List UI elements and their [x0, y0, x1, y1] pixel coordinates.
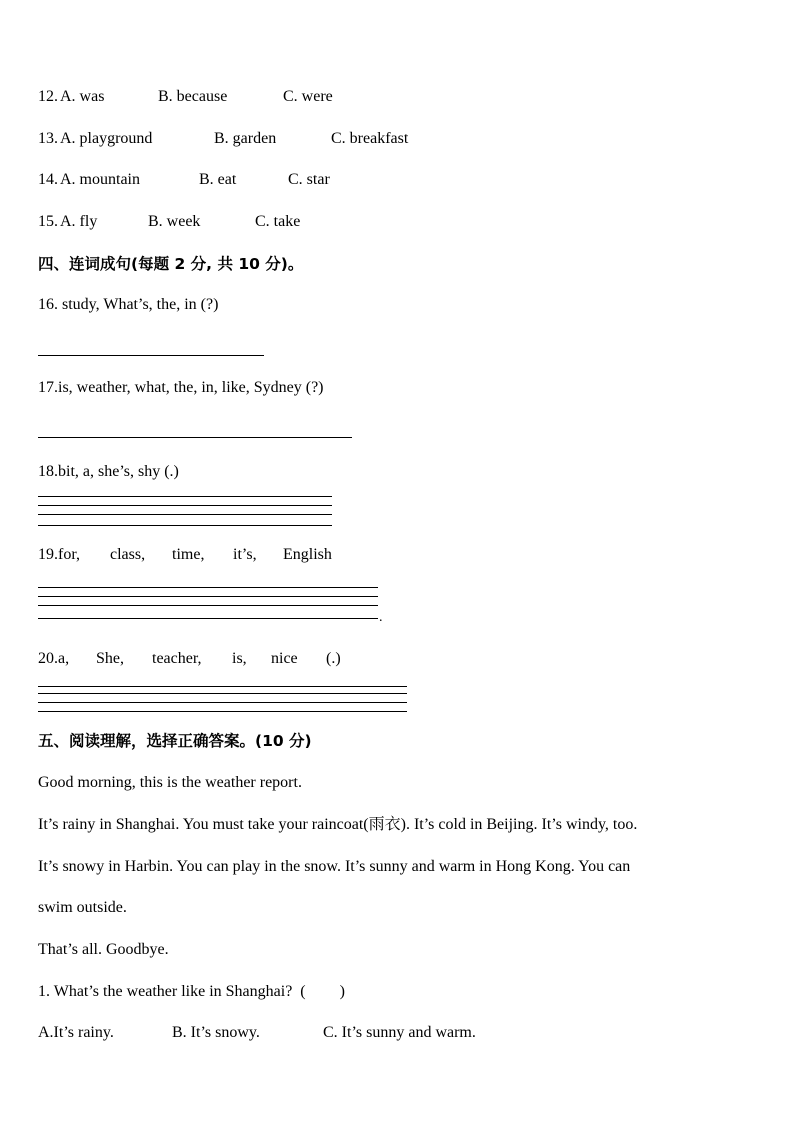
- option-b: B. because: [158, 88, 228, 105]
- answer-line-20b: [38, 693, 407, 694]
- passage-line-2: It’s rainy in Shanghai. You must take your raincoat(雨衣). It’s cold in Beijing. It’s windy, too.: [38, 816, 638, 833]
- word-5: English: [283, 546, 332, 563]
- answer-line-19a: [38, 587, 378, 588]
- answer-paren-close: ): [339, 983, 345, 1000]
- answer-line-20a: [38, 686, 407, 687]
- answer-line-18d: [38, 525, 332, 526]
- option-c: C. It’s sunny and warm.: [323, 1024, 476, 1041]
- option-b: B. week: [148, 213, 201, 230]
- question-16: 16. study, What’s, the, in (?): [38, 296, 219, 313]
- section-5-title: 五、阅读理解，选择正确答案。(10 分): [38, 732, 312, 750]
- answer-line-19d: [38, 618, 378, 619]
- question-20: [38, 649, 368, 669]
- word-3: teacher,: [152, 650, 202, 667]
- passage-line-1: Good morning, this is the weather report.: [38, 774, 302, 791]
- word-1: 19.for,: [38, 546, 81, 563]
- word-4: it’s,: [233, 546, 257, 563]
- answer-line-17: [38, 437, 352, 438]
- item-number: 15.: [38, 213, 58, 230]
- question-17: 17.is, weather, what, the, in, like, Sydney (?): [38, 379, 324, 396]
- option-b: B. garden: [214, 130, 277, 147]
- passage-line-5: That’s all. Goodbye.: [38, 941, 169, 958]
- word-6: (.): [326, 650, 341, 667]
- answer-line-19c: [38, 605, 378, 606]
- question-19: [38, 545, 358, 565]
- word-5: nice: [271, 650, 298, 667]
- item-number: 13.: [38, 130, 58, 147]
- answer-line-18a: [38, 496, 332, 497]
- word-1: 20.a,: [38, 650, 70, 667]
- option-a: A.It’s rainy.: [38, 1024, 114, 1041]
- option-c: C. breakfast: [331, 130, 409, 147]
- item-number: 12.: [38, 88, 58, 105]
- option-a: A. was: [60, 88, 105, 105]
- word-2: class,: [110, 546, 146, 563]
- question-text: 1. What’s the weather like in Shanghai?: [38, 983, 293, 1000]
- item-number: 14.: [38, 171, 58, 188]
- section-4-title: 四、连词成句(每题 2 分, 共 10 分)。: [38, 255, 304, 273]
- option-b: B. eat: [199, 171, 237, 188]
- option-b: B. It’s snowy.: [172, 1024, 260, 1041]
- word-2: She,: [96, 650, 124, 667]
- word-4: is,: [232, 650, 247, 667]
- reading-question-1: [38, 982, 345, 1002]
- option-c: C. take: [255, 213, 301, 230]
- passage-line-4: swim outside.: [38, 899, 127, 916]
- word-3: time,: [172, 546, 205, 563]
- option-a: A. playground: [60, 130, 153, 147]
- option-c: C. star: [288, 171, 330, 188]
- answer-line-20c: [38, 702, 407, 703]
- answer-line-18c: [38, 514, 332, 515]
- option-a: A. fly: [60, 213, 98, 230]
- question-18: 18.bit, a, she’s, shy (.): [38, 463, 179, 480]
- answer-line-16: [38, 355, 264, 356]
- answer-line-20d: [38, 711, 407, 712]
- option-a: A. mountain: [60, 171, 140, 188]
- answer-line-18b: [38, 505, 332, 506]
- passage-line-3: It’s snowy in Harbin. You can play in the snow. It’s sunny and warm in Hong Kong. You can: [38, 858, 631, 875]
- answer-paren-open: (: [300, 983, 306, 1000]
- answer-line-19b: [38, 596, 378, 597]
- option-c: C. were: [283, 88, 333, 105]
- period-mark: .: [379, 610, 383, 625]
